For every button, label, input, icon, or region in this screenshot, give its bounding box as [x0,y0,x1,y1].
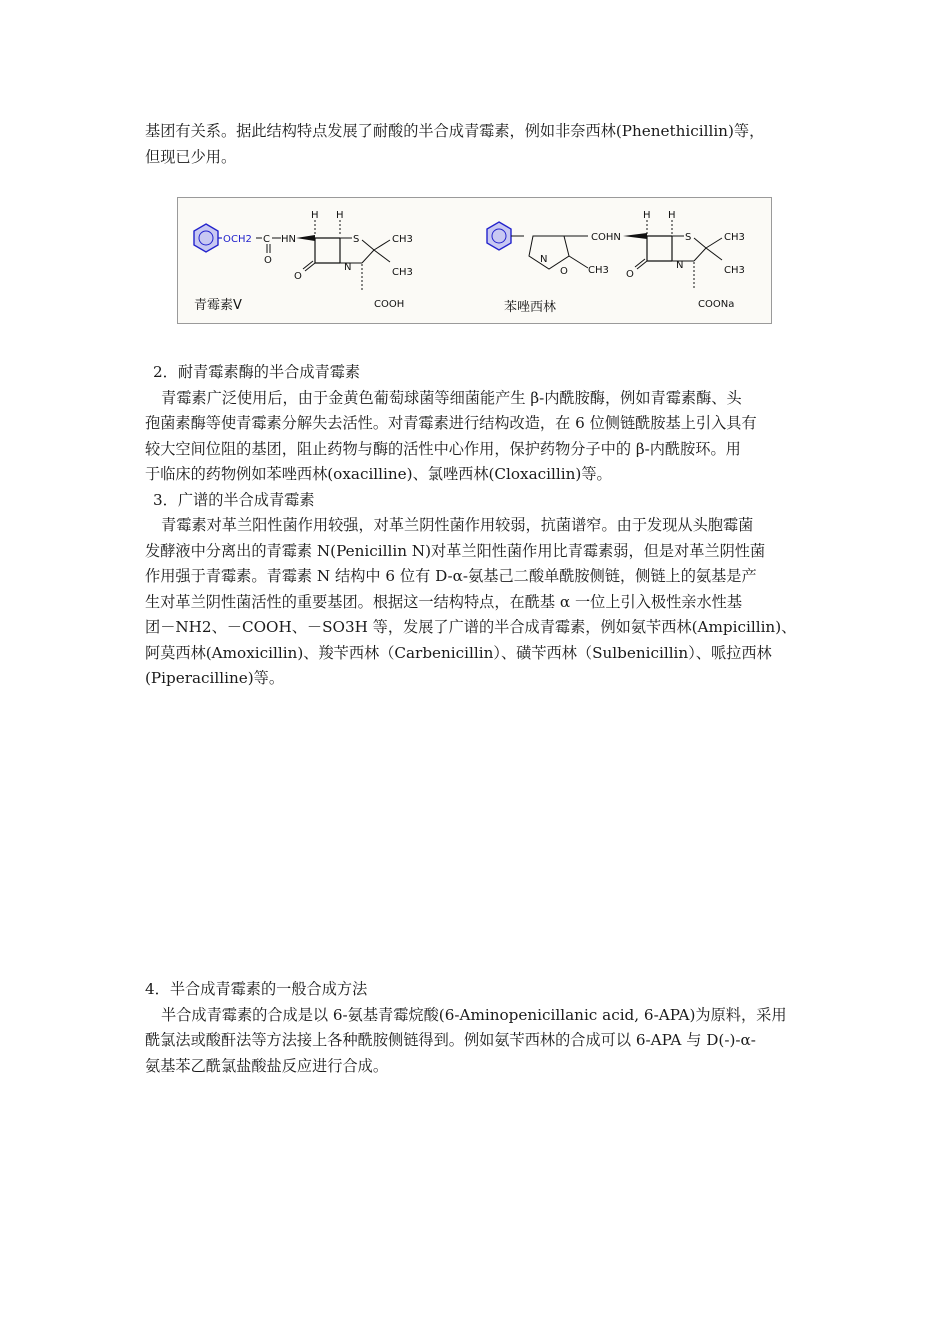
left-carbon: C [263,234,270,245]
section-4-heading: 4．半合成青霉素的一般合成方法 [145,980,368,998]
left-hn: HN [281,234,296,245]
section-2 [145,360,807,692]
intro-line-1: 基团有关系。据此结构特点发展了耐酸的半合成青霉素，例如非奈西林(Phenethicillin)等， [145,122,765,140]
right-methyl-2: CH3 [724,265,745,276]
left-ether-o: O [223,234,231,245]
structure-figure [177,197,772,324]
section-2-line-1: 青霉素广泛使用后，由于金黄色葡萄球菌等细菌能产生 β-内酰胺酶，例如青霉素酶、头 [161,388,742,407]
right-h2: H [668,210,676,221]
right-methyl-1: CH3 [724,232,745,243]
right-salt: COONa [698,299,735,310]
left-h1: H [311,210,319,221]
section-3-heading: 3．广谱的半合成青霉素 [153,490,315,509]
section-3-line-4: 生对革兰阴性菌活性的重要基团。根据这一结构特点，在酰基 α 一位上引入极性亲水性基 [145,592,743,611]
section-3-line-3: 作用强于青霉素。青霉素 N 结构中 6 位有 D-α-氨基己二酸单酰胺侧链，侧链上的氨基是产 [145,567,757,585]
left-methyl-1: CH3 [392,234,413,245]
left-compound [194,210,413,313]
right-isoxazole-methyl: CH3 [588,265,609,276]
left-lactam-o: O [294,271,302,282]
right-h1: H [643,210,651,221]
left-compound-name: 青霉素V [194,298,242,313]
section-3-line-2: 发酵液中分离出的青霉素 N(Penicillin N)对革兰阳性菌作用比青霉素弱，但是对革兰阴性菌 [145,541,766,560]
right-benzene-ring [487,222,511,250]
left-s: S [353,234,360,245]
left-h2: H [336,210,344,221]
left-benzene-ring [194,224,218,252]
intro-paragraph [145,119,807,170]
section-2-line-3: 较大空间位阻的基团，阻止药物与酶的活性中心作用，保护药物分子中的 β-内酰胺环。用 [145,439,741,458]
right-cohn: COHN [591,232,621,243]
right-n: N [676,260,684,271]
right-compound-name: 苯唑西林 [504,300,557,315]
right-lactam-o: O [626,269,634,280]
section-3-line-7: (Piperacilline)等。 [145,669,285,687]
section-4-line-1: 半合成青霉素的合成是以 6-氨基青霉烷酸(6-Aminopenicillanic acid, 6-APA)为原料，采用 [161,1005,787,1024]
intro-line-2: 但现已少用。 [145,147,237,166]
left-amide-o: O [264,255,272,266]
left-acid: COOH [374,299,405,310]
structure-diagram [178,198,771,323]
left-ch2: CH2 [231,234,252,245]
section-4-line-2: 酰氯法或酸酐法等方法接上各种酰胺侧链得到。例如氨苄西林的合成可以 6-APA 与 D(-)-α- [145,1031,756,1049]
left-methyl-2: CH3 [392,267,413,278]
section-3-line-5: 团－NH2、－COOH、－SO3H 等，发展了广谱的半合成青霉素，例如氨苄西林(Ampicillin)、 [145,618,797,636]
section-3-line-1: 青霉素对革兰阳性菌作用较强，对革兰阴性菌作用较弱，抗菌谱窄。由于发现从头胞霉菌 [161,516,754,534]
section-2-heading: 2．耐青霉素酶的半合成青霉素 [153,363,361,381]
section-2-line-4: 于临床的药物例如苯唑西林(oxacilline)、氯唑西林(Cloxacillin)等。 [145,465,612,483]
section-3-line-6: 阿莫西林(Amoxicillin)、羧苄西林（Carbenicillin）、磺苄西林（Sulbenicillin）、哌拉西林 [145,643,772,662]
section-2-line-2: 孢菌素酶等使青霉素分解失去活性。对青霉素进行结构改造，在 6 位侧链酰胺基上引入具有 [145,414,757,432]
right-isoxazole-o: O [560,266,568,277]
right-isoxazole-n: N [540,254,548,265]
right-s: S [685,232,692,243]
section-4 [145,977,807,1079]
right-compound [487,210,745,315]
left-n: N [344,262,352,273]
section-4-line-3: 氨基苯乙酰氯盐酸盐反应进行合成。 [145,1056,388,1075]
